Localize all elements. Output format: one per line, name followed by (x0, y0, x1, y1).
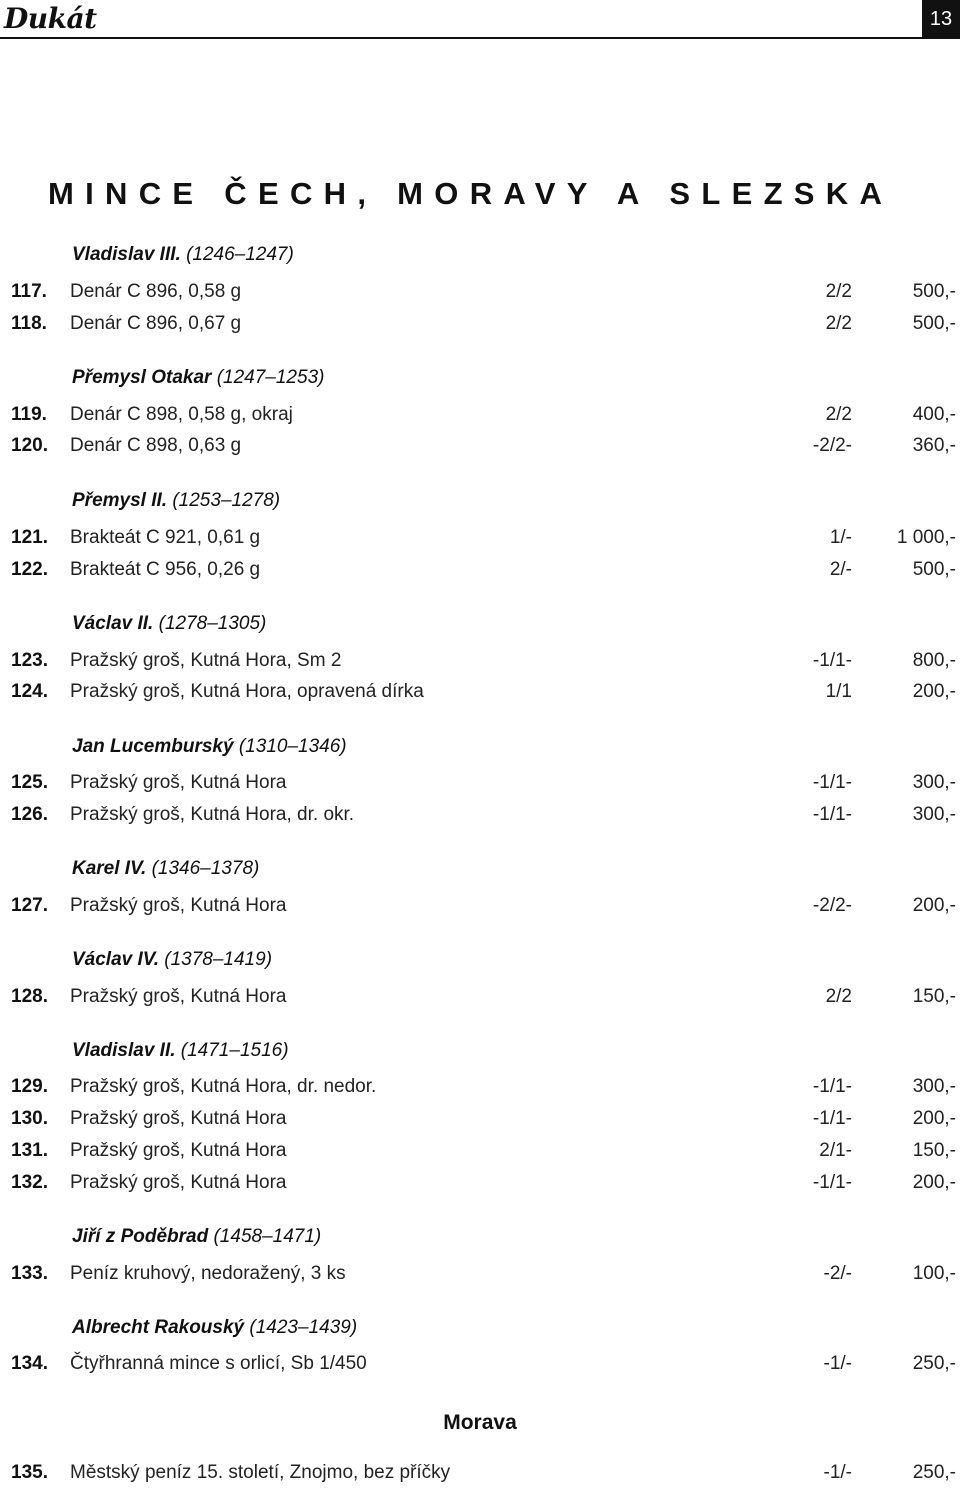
lot-price: 250,- (912, 1353, 956, 1374)
lot-number: 124. (11, 681, 48, 702)
lot-description: Denár C 898, 0,58 g, okraj (70, 404, 293, 425)
lot-price: 300,- (912, 772, 956, 793)
lot-description: Pražský groš, Kutná Hora, dr. nedor. (70, 1076, 377, 1097)
ruler-name: Přemysl Otakar (72, 367, 212, 388)
lot-number: 119. (11, 404, 47, 425)
header-divider (0, 37, 922, 39)
section-heading (72, 1317, 357, 1339)
region-heading: Morava (443, 1411, 517, 1434)
lot-number: 125. (11, 772, 48, 793)
publication-logo: Dukát (4, 2, 97, 35)
lot-number: 118. (11, 313, 47, 334)
lot-grade: -1/- (823, 1462, 852, 1483)
lot-row (0, 404, 960, 432)
lot-description: Pražský groš, Kutná Hora (70, 986, 287, 1007)
lot-row (0, 772, 960, 800)
lot-number: 132. (11, 1172, 48, 1193)
lot-price: 500,- (912, 281, 956, 302)
lot-grade: 1/- (829, 527, 852, 548)
lot-grade: -2/- (823, 1263, 852, 1284)
lot-description: Městský peníz 15. století, Znojmo, bez příčky (70, 1462, 451, 1483)
lot-grade: 1/1 (825, 681, 852, 702)
reign-years: (1458–1471) (213, 1226, 322, 1247)
lot-price: 300,- (912, 804, 956, 825)
lot-price: 1 000,- (896, 527, 956, 548)
lot-description: Denár C 898, 0,63 g (70, 435, 242, 456)
reign-years: (1253–1278) (172, 490, 281, 511)
lot-row (0, 527, 960, 555)
reign-years: (1423–1439) (249, 1317, 358, 1338)
section-heading (72, 858, 259, 880)
lot-grade: 2/- (829, 559, 852, 580)
lot-number: 135. (11, 1462, 48, 1483)
reign-years: (1278–1305) (158, 613, 267, 634)
lot-description: Pražský groš, Kutná Hora (70, 772, 287, 793)
page-title: MINCE ČECH, MORAVY A SLEZSKA (48, 176, 894, 211)
lot-price: 800,- (912, 650, 956, 671)
lot-grade: -1/1- (812, 772, 852, 793)
lot-number: 123. (11, 650, 48, 671)
lot-price: 200,- (912, 895, 956, 916)
lot-row (0, 435, 960, 463)
section-heading (72, 244, 294, 266)
section-heading (72, 367, 324, 389)
ruler-name: Jan Lucemburský (72, 736, 234, 757)
lot-grade: 2/1- (819, 1140, 852, 1161)
lot-description: Pražský groš, Kutná Hora (70, 895, 287, 916)
lot-description: Pražský groš, Kutná Hora, dr. okr. (70, 804, 355, 825)
lot-row (0, 986, 960, 1014)
ruler-name: Přemysl II. (72, 490, 168, 511)
section-heading (72, 490, 280, 512)
lot-row (0, 1108, 960, 1136)
ruler-name: Václav IV. (72, 949, 159, 970)
page-header (0, 0, 960, 40)
lot-row (0, 650, 960, 678)
lot-number: 130. (11, 1108, 48, 1129)
lot-price: 500,- (912, 313, 956, 334)
section-heading (72, 1040, 289, 1062)
lot-description: Peníz kruhový, nedoražený, 3 ks (70, 1263, 346, 1284)
section-heading (72, 736, 347, 758)
lot-price: 250,- (912, 1462, 956, 1483)
lot-number: 117. (11, 281, 47, 302)
reign-years: (1310–1346) (238, 736, 347, 757)
lot-price: 150,- (912, 986, 956, 1007)
lot-description: Pražský groš, Kutná Hora (70, 1140, 287, 1161)
lot-price: 200,- (912, 1172, 956, 1193)
lot-description: Denár C 896, 0,67 g (70, 313, 242, 334)
lot-description: Denár C 896, 0,58 g (70, 281, 242, 302)
lot-row (0, 895, 960, 923)
lot-grade: 2/2 (825, 404, 852, 425)
ruler-name: Albrecht Rakouský (72, 1317, 245, 1338)
ruler-name: Václav II. (72, 613, 154, 634)
lot-row (0, 1076, 960, 1104)
lot-number: 129. (11, 1076, 48, 1097)
ruler-name: Jiří z Poděbrad (72, 1226, 209, 1247)
lot-row (0, 281, 960, 309)
lot-grade: -2/2- (812, 895, 852, 916)
lot-description: Pražský groš, Kutná Hora, opravená dírka (70, 681, 424, 702)
lot-description: Čtyřhranná mince s orlicí, Sb 1/450 (70, 1353, 367, 1374)
lot-number: 122. (11, 559, 48, 580)
lot-price: 200,- (912, 681, 956, 702)
lot-row (0, 1462, 960, 1490)
lot-grade: 2/2 (825, 313, 852, 334)
lot-number: 120. (11, 435, 48, 456)
lot-row (0, 1172, 960, 1200)
section-heading (72, 1226, 321, 1248)
lot-grade: -1/1- (812, 1076, 852, 1097)
reign-years: (1471–1516) (180, 1040, 289, 1061)
lot-row (0, 804, 960, 832)
lot-row (0, 1140, 960, 1168)
lot-price: 100,- (912, 1263, 956, 1284)
lot-price: 300,- (912, 1076, 956, 1097)
lot-number: 121. (11, 527, 48, 548)
lot-grade: -1/1- (812, 1172, 852, 1193)
ruler-name: Vladislav III. (72, 244, 181, 265)
reign-years: (1246–1247) (186, 244, 294, 265)
page-number: 13 (922, 0, 960, 39)
lot-row (0, 681, 960, 709)
lot-price: 400,- (912, 404, 956, 425)
lot-description: Brakteát C 921, 0,61 g (70, 527, 261, 548)
lot-grade: -2/2- (812, 435, 852, 456)
lot-number: 127. (11, 895, 48, 916)
lot-row (0, 1263, 960, 1291)
lot-description: Pražský groš, Kutná Hora (70, 1108, 287, 1129)
reign-years: (1247–1253) (216, 367, 325, 388)
section-heading (72, 949, 272, 971)
lot-number: 133. (11, 1263, 48, 1284)
lot-grade: -1/- (823, 1353, 852, 1374)
lot-row (0, 559, 960, 587)
lot-description: Pražský groš, Kutná Hora (70, 1172, 287, 1193)
lot-number: 126. (11, 804, 48, 825)
lot-row (0, 313, 960, 341)
lot-description: Brakteát C 956, 0,26 g (70, 559, 261, 580)
lot-grade: 2/2 (825, 986, 852, 1007)
lot-description: Pražský groš, Kutná Hora, Sm 2 (70, 650, 342, 671)
lot-row (0, 1353, 960, 1381)
lot-grade: 2/2 (825, 281, 852, 302)
section-heading (72, 613, 266, 635)
lot-grade: -1/1- (812, 1108, 852, 1129)
lot-price: 360,- (912, 435, 956, 456)
lot-number: 131. (11, 1140, 48, 1161)
reign-years: (1346–1378) (151, 858, 260, 879)
lot-price: 500,- (912, 559, 956, 580)
lot-number: 128. (11, 986, 48, 1007)
lot-price: 200,- (912, 1108, 956, 1129)
lot-grade: -1/1- (812, 650, 852, 671)
ruler-name: Vladislav II. (72, 1040, 176, 1061)
ruler-name: Karel IV. (72, 858, 147, 879)
lot-number: 134. (11, 1353, 48, 1374)
reign-years: (1378–1419) (164, 949, 273, 970)
lot-grade: -1/1- (812, 804, 852, 825)
lot-price: 150,- (912, 1140, 956, 1161)
